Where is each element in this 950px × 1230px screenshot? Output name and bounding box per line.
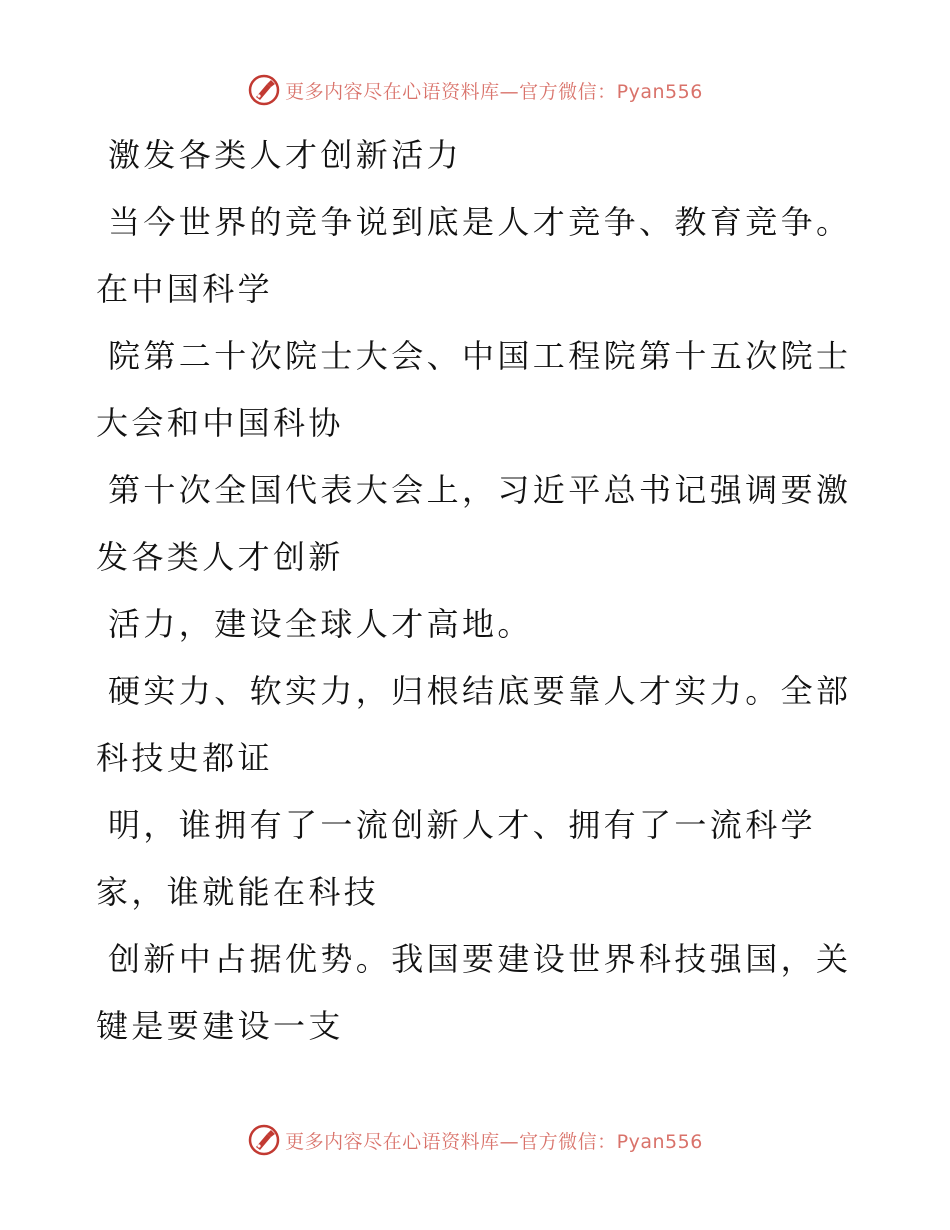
text-line-content: 院第二十次院士大会、中国工程院第十五次院士 [108,337,852,375]
text-line [96,189,852,256]
text-line [96,926,852,993]
text-line [96,658,852,725]
text-line-content: 键是要建设一支 [96,1007,344,1045]
text-line [96,122,836,189]
pen-nib-logo-icon [247,1123,281,1157]
text-line-content: 家，谁就能在科技 [96,873,380,911]
text-line-content: 明，谁拥有了一流创新人才、拥有了一流科学 [108,806,817,844]
text-line-content: 当今世界的竞争说到底是人才竞争、教育竞争。 [108,203,852,241]
text-line [96,256,836,323]
text-line [96,524,836,591]
text-line-content: 活力，建设全球人才高地。 [108,605,533,643]
header-banner-text: 更多内容尽在心语资料库—官方微信：Pyan556 [285,80,703,103]
text-line [96,725,836,792]
text-line-content: 发各类人才创新 [96,538,344,576]
text-line-content: 创新中占据优势。我国要建设世界科技强国，关 [108,940,852,978]
text-line [96,859,836,926]
document-body [96,122,852,1060]
text-line [96,591,836,658]
text-line [96,390,836,457]
pen-nib-logo-icon [247,73,281,107]
text-line [96,993,836,1060]
text-line-content: 硬实力、软实力，归根结底要靠人才实力。全部 [108,672,852,710]
text-line-content: 激发各类人才创新活力 [108,136,463,174]
footer-banner-text: 更多内容尽在心语资料库—官方微信：Pyan556 [285,1130,703,1153]
footer-banner [0,1120,950,1160]
text-line-content: 科技史都证 [96,739,274,777]
text-line-content: 大会和中国科协 [96,404,344,442]
header-banner [0,70,950,110]
text-line [96,792,836,859]
text-line [96,457,852,524]
text-line-content: 第十次全国代表大会上，习近平总书记强调要激 [108,471,852,509]
text-line [96,323,852,390]
text-line-content: 在中国科学 [96,270,274,308]
